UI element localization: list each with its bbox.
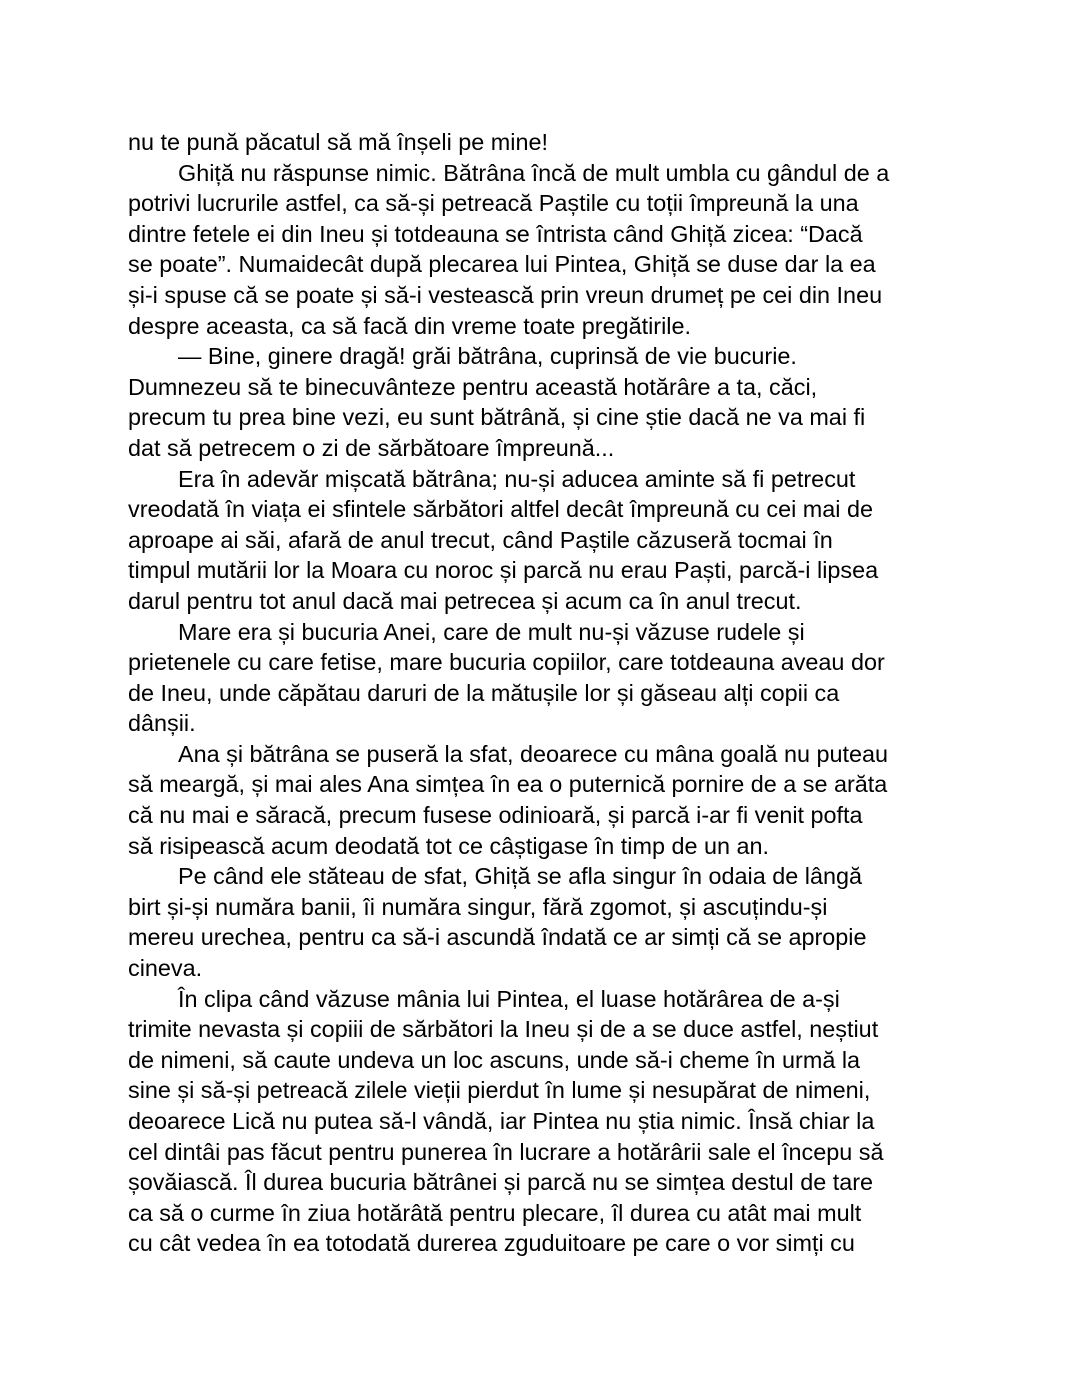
text-line: birt și-și număra banii, îi număra singur, fără zgomot, și ascuțindu-și — [128, 893, 828, 920]
text-line: dat să petrecem o zi de sărbătoare împreună... — [128, 434, 615, 461]
text-line: că nu mai e săracă, precum fusese odinioară, și parcă i-ar fi venit pofta — [128, 802, 863, 829]
text-line: ca să o curme în ziua hotărâtă pentru plecare, îl durea cu atât mai mult — [128, 1199, 862, 1226]
text-line: de Ineu, unde căpătau daruri de la mătușile lor și găseau alți copii ca — [128, 679, 840, 706]
text-line: timpul mutării lor la Moara cu noroc și parcă nu erau Paști, parcă-i lipsea — [128, 557, 879, 584]
text-line: prietenele cu care fetise, mare bucuria copiilor, care totdeauna aveau dor — [128, 649, 885, 676]
paragraph-first-line: Pe când ele stăteau de sfat, Ghiță se afla singur în odaia de lângă — [178, 863, 862, 890]
text-line: și-i spuse că se poate și să-i vestească prin vreun drumeț pe cei din Ineu — [128, 281, 883, 308]
paragraph-first-line: Era în adevăr mișcată bătrâna; nu-și aducea aminte să fi petrecut — [178, 465, 856, 492]
paragraph-first-line: Mare era și bucuria Anei, care de mult nu-și văzuse rudele și — [178, 618, 805, 645]
body-text — [128, 127, 958, 1259]
text-line: vreodată în viața ei sfintele sărbători altfel decât împreună cu cei mai de — [128, 496, 874, 523]
text-line: de nimeni, să caute undeva un loc ascuns, unde să-i cheme în urmă la — [128, 1046, 861, 1073]
text-line: să meargă, și mai ales Ana simțea în ea o puternică pornire de a se arăta — [128, 771, 888, 798]
text-line: nu te pună păcatul să mă înșeli pe mine! — [128, 129, 548, 155]
text-line: deoarece Lică nu putea să-l vândă, iar Pintea nu știa nimic. Însă chiar la — [128, 1108, 875, 1134]
text-line: despre aceasta, ca să facă din vreme toate pregătirile. — [128, 312, 691, 339]
paragraph-first-line: Ana și bătrâna se puseră la sfat, deoarece cu mâna goală nu puteau — [178, 740, 888, 767]
text-line: mereu urechea, pentru ca să-i ascundă îndată ce ar simți că se apropie — [128, 924, 867, 951]
text-line: cel dintâi pas făcut pentru punerea în lucrare a hotărârii sale el începu să — [128, 1138, 884, 1165]
text-line: dânșii. — [128, 710, 196, 737]
text-line: sine și să-și petreacă zilele vieții pierdut în lume și nesupărat de nimeni, — [128, 1077, 871, 1104]
text-line: Dumnezeu să te binecuvânteze pentru această hotărâre a ta, căci, — [128, 373, 818, 400]
text-line: trimite nevasta și copiii de sărbători la Ineu și de a se duce astfel, neștiut — [128, 1016, 879, 1043]
paragraph-first-line: Ghiță nu răspunse nimic. Bătrâna încă de mult umbla cu gândul de a — [178, 159, 890, 186]
text-line: cu cât vedea în ea totodată durerea zguduitoare pe care o vor simți cu — [128, 1230, 855, 1257]
text-line: șovăiască. Îl durea bucuria bătrânei și parcă nu se simțea destul de tare — [128, 1169, 874, 1196]
paragraph-first-line: În clipa când văzuse mânia lui Pintea, el luase hotărârea de a-și — [178, 985, 840, 1012]
text-line: se poate”. Numaidecât după plecarea lui Pintea, Ghiță se duse dar la ea — [128, 251, 876, 278]
text-line: dintre fetele ei din Ineu și totdeauna se întrista când Ghiță zicea: “Dacă — [128, 220, 863, 247]
text-line: precum tu prea bine vezi, eu sunt bătrână, și cine știe dacă ne va mai fi — [128, 404, 866, 431]
text-line: aproape ai săi, afară de anul trecut, când Paștile căzuseră tocmai în — [128, 526, 833, 553]
text-line: cineva. — [128, 955, 203, 982]
paragraph-first-line: — Bine, ginere dragă! grăi bătrâna, cuprinsă de vie bucurie. — [178, 343, 797, 370]
text-line: darul pentru tot anul dacă mai petrecea și acum ca în anul trecut. — [128, 587, 802, 614]
text-line: potrivi lucrurile astfel, ca să-și petreacă Paștile cu toții împreună la una — [128, 190, 859, 217]
text-line: să risipească acum deodată tot ce câștigase în timp de un an. — [128, 832, 770, 859]
